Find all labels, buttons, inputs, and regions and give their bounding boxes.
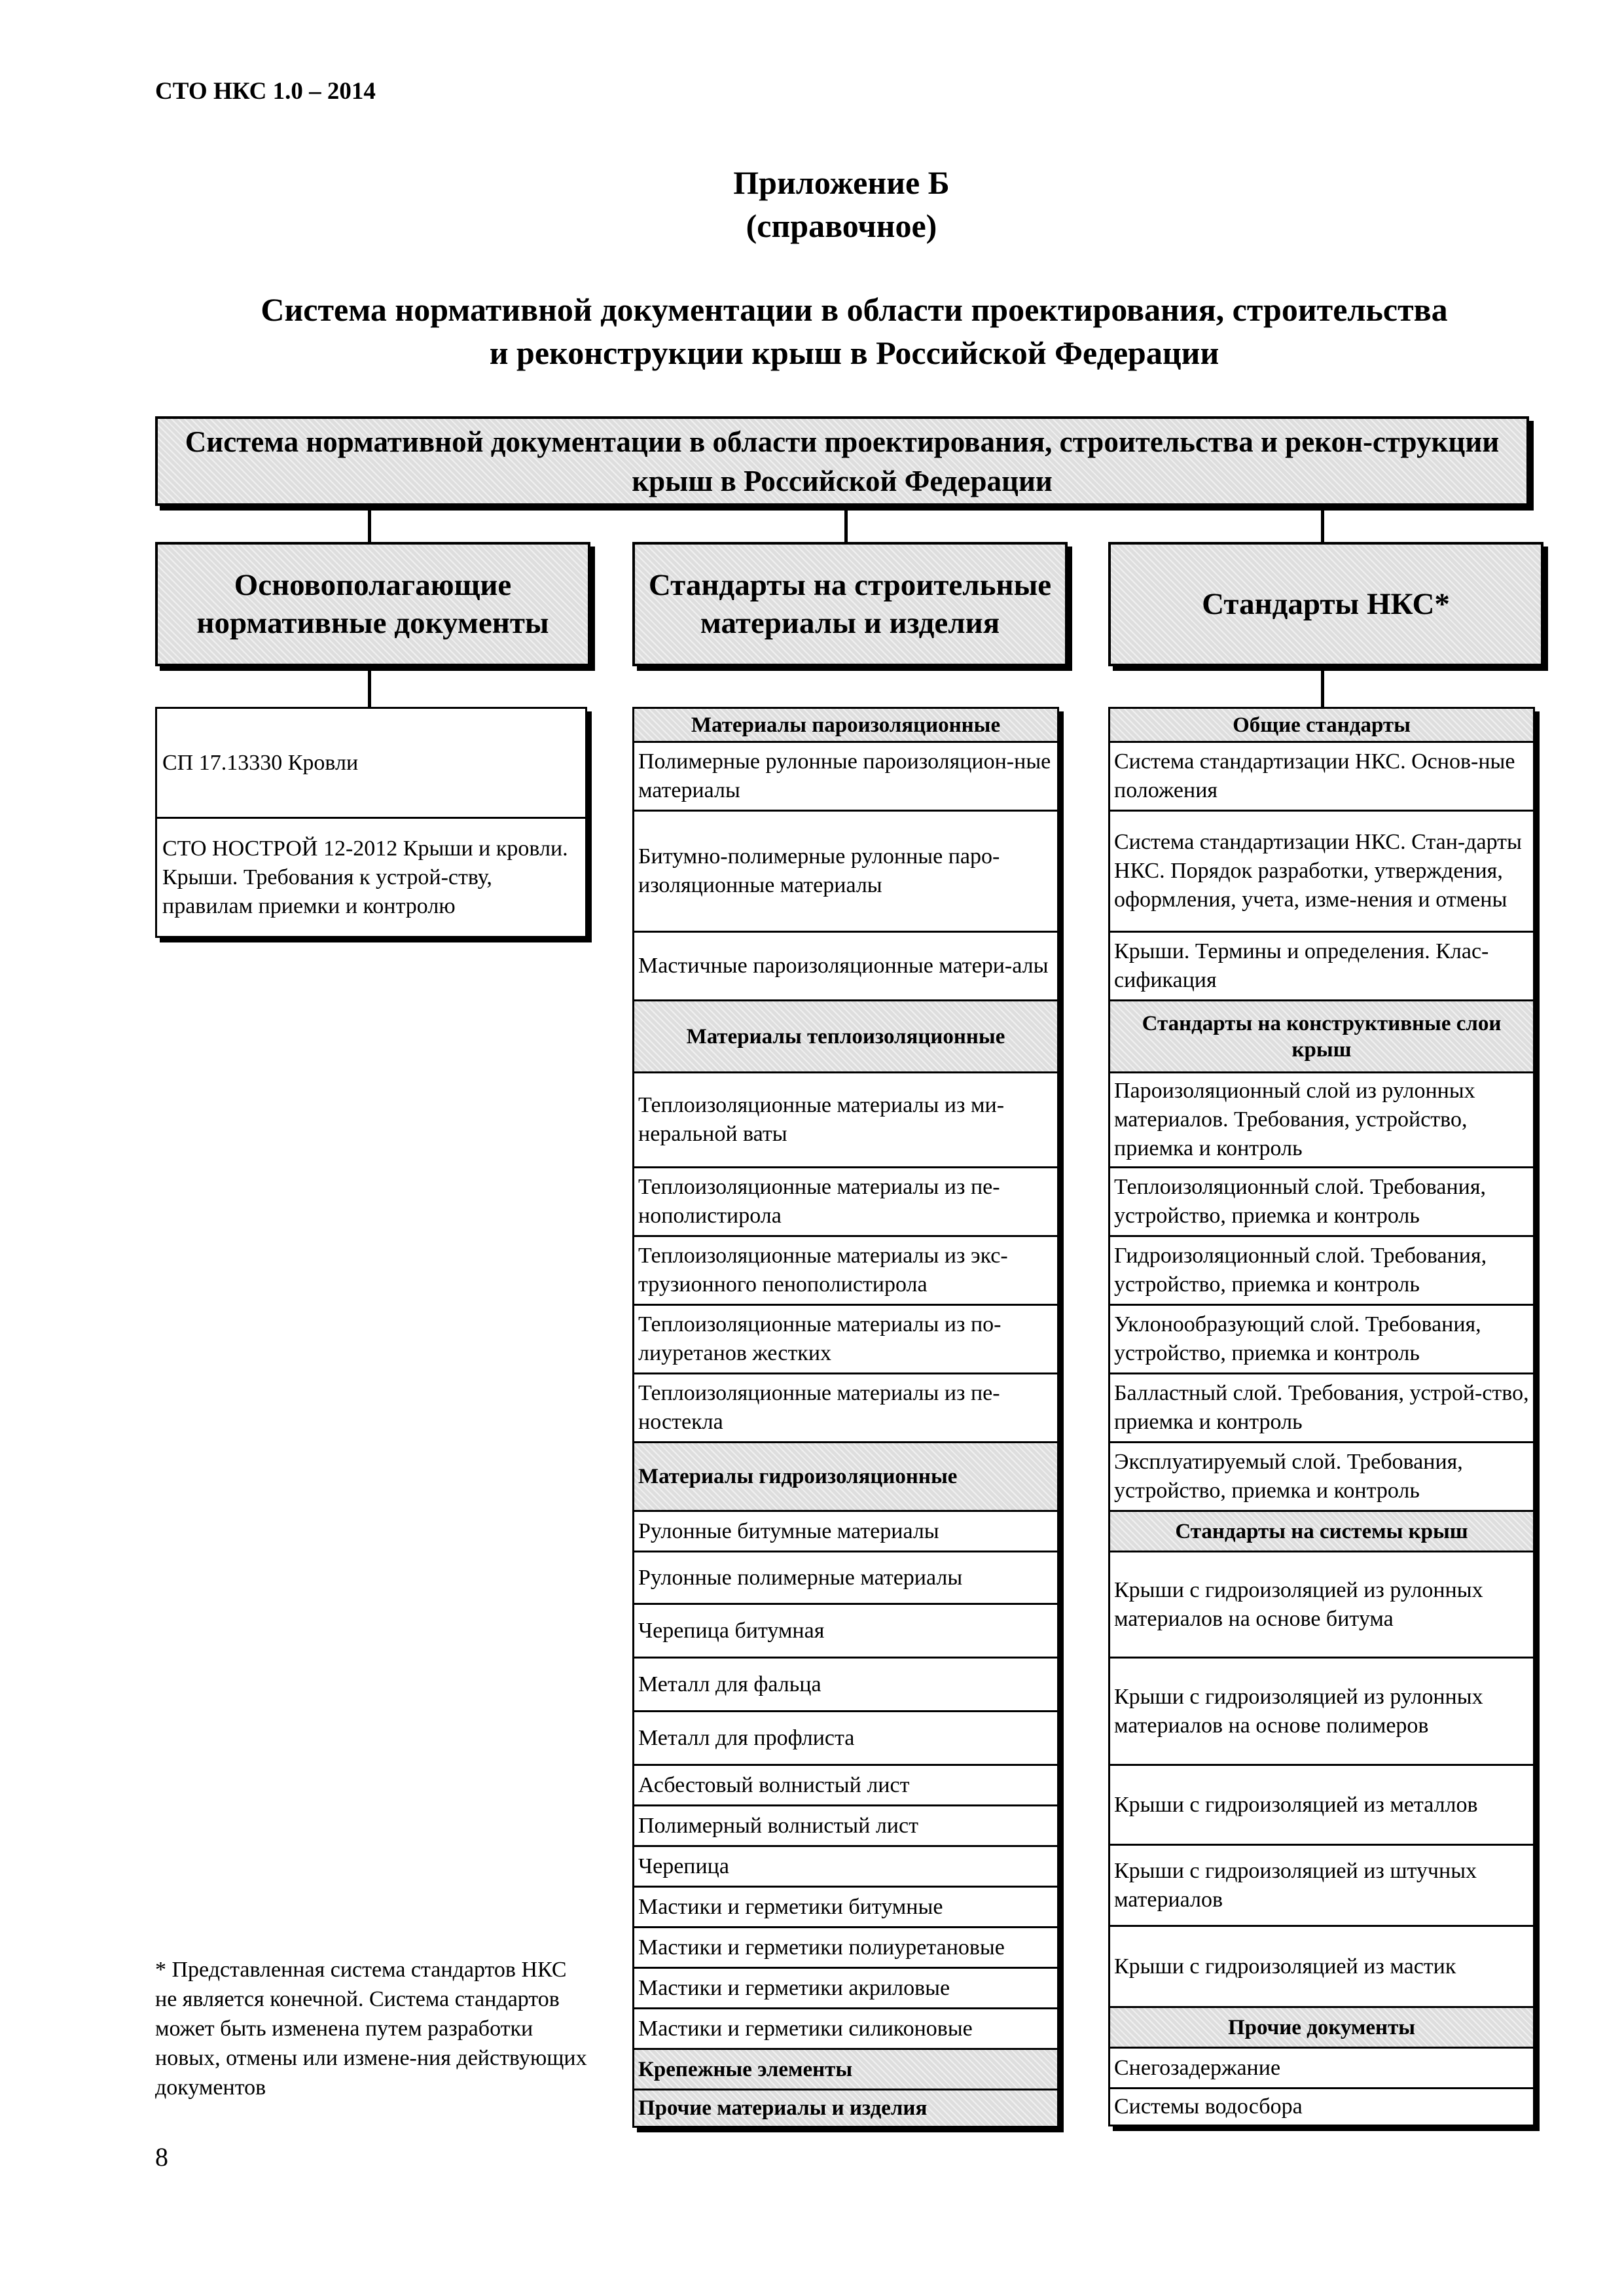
- list-item-label: Снегозадержание: [1114, 2055, 1281, 2080]
- list-item-label: Мастики и герметики полиуретановые: [638, 1935, 1005, 1960]
- list-item-label: СТО НОСТРОЙ 12-2012 Крыши и кровли. Крыши. Требования к устрой-ству, правилам приемки и контролю: [162, 836, 568, 918]
- section-header: [1108, 707, 1535, 741]
- column-header-fundamental-label: Основополагающие нормативные документы: [196, 568, 549, 640]
- connector-root-right: [1321, 506, 1324, 542]
- list-item-label: Балластный слой. Требования, устрой-ство, приемка и контроль: [1114, 1381, 1529, 1434]
- list-item: [1108, 1304, 1535, 1372]
- list-item: [1108, 1071, 1535, 1166]
- list-item-label: Система стандартизации НКС. Основ-ные положения: [1114, 749, 1515, 802]
- list-item: [1108, 1166, 1535, 1235]
- page-number: 8: [155, 2142, 168, 2172]
- section-header: [632, 999, 1059, 1071]
- list-item: [632, 2007, 1059, 2048]
- list-item: [155, 817, 587, 938]
- page-title: [151, 288, 1558, 374]
- section-header-label: Материалы гидроизоляционные: [638, 1465, 958, 1488]
- list-item-label: Теплоизоляционные материалы из экс-трузионного пенополистирола: [638, 1244, 1008, 1297]
- appendix-subtitle: (справочное): [746, 207, 937, 244]
- list-item-label: Металл для фальца: [638, 1672, 821, 1696]
- list-item: [632, 1845, 1059, 1886]
- column-header-nks-label: Стандарты НКС*: [1202, 587, 1450, 621]
- list-item-label: Мастики и герметики битумные: [638, 1894, 943, 1919]
- column-header-materials: [632, 542, 1068, 666]
- list-item: [632, 931, 1059, 999]
- list-item-label: Асбестовый волнистый лист: [638, 1772, 910, 1797]
- materials-standards-list: [632, 707, 1059, 2128]
- list-item-label: Крыши. Термины и определения. Клас-сификация: [1114, 939, 1489, 992]
- list-item: [1108, 2047, 1535, 2087]
- section-header: [1108, 1510, 1535, 1551]
- list-item: [1108, 1372, 1535, 1441]
- section-header-label: Прочие материалы и изделия: [638, 2096, 928, 2120]
- list-item: [632, 1657, 1059, 1710]
- connector-right-column: [1321, 666, 1324, 707]
- section-header: [632, 2048, 1059, 2089]
- fundamental-documents-list: [155, 707, 587, 938]
- list-item-label: Теплоизоляционные материалы из пе-ностекла: [638, 1381, 1000, 1434]
- list-item-label: Системы водосбора: [1114, 2094, 1303, 2119]
- list-item: [632, 1603, 1059, 1657]
- list-item: [632, 1166, 1059, 1235]
- list-item: [632, 1304, 1059, 1372]
- list-item: [632, 1804, 1059, 1845]
- list-item-label: Рулонные битумные материалы: [638, 1518, 939, 1543]
- list-item-label: Система стандартизации НКС. Стан-дарты НКС. Порядок разработки, утверждения, оформления, учета, изме-нения и отмены: [1114, 830, 1522, 912]
- list-item-label: Уклонообразующий слой. Требования, устройство, приемка и контроль: [1114, 1312, 1481, 1365]
- list-item: [1108, 1844, 1535, 1925]
- list-item-label: Пароизоляционный слой из рулонных материалов. Требования, устройство, приемка и контроль: [1114, 1079, 1475, 1160]
- list-item: [1108, 1441, 1535, 1510]
- list-item-label: Металл для профлиста: [638, 1725, 855, 1750]
- list-item: [1108, 1925, 1535, 2006]
- list-item: [1108, 2087, 1535, 2126]
- list-item: [1108, 741, 1535, 810]
- page-title-line-2: и реконструкции крыш в Российской Федерации: [489, 334, 1219, 371]
- section-header-label: Материалы теплоизоляционные: [686, 1024, 1005, 1049]
- list-item: [632, 810, 1059, 931]
- list-item: [1108, 1551, 1535, 1657]
- list-item: [632, 1551, 1059, 1603]
- list-item: [632, 1235, 1059, 1304]
- list-item: [155, 707, 587, 817]
- section-header-label: Стандарты на конструктивные слои крыш: [1142, 1011, 1502, 1062]
- column-header-fundamental: [155, 542, 590, 666]
- list-item: [632, 1886, 1059, 1926]
- list-item: [1108, 1235, 1535, 1304]
- diagram-root-label: Система нормативной документации в области проектирования, строительства и рекон-струкции крыш в Российской Федерации: [185, 425, 1500, 497]
- document-code: СТО НКС 1.0 – 2014: [155, 78, 376, 105]
- list-item-label: Крыши с гидроизоляцией из штучных материалов: [1114, 1858, 1477, 1912]
- list-item: [632, 1372, 1059, 1441]
- list-item-label: Полимерные рулонные пароизоляцион-ные материалы: [638, 749, 1051, 802]
- list-item-label: Битумно-полимерные рулонные паро-изоляционные материалы: [638, 844, 1000, 897]
- list-item: [632, 1071, 1059, 1166]
- section-header-label: Крепежные элементы: [638, 2057, 853, 2081]
- footnote: * Представленная система стандартов НКС не является конечной. Система стандартов может быть изменена путем разработки новых, отмены или измене-ния действующих документов: [155, 1958, 587, 2100]
- list-item: [632, 1764, 1059, 1804]
- list-item: [1108, 1657, 1535, 1764]
- list-item-label: Теплоизоляционные материалы из по-лиуретанов жестких: [638, 1312, 1001, 1365]
- list-item: [632, 741, 1059, 810]
- list-item-label: Крыши с гидроизоляцией из рулонных материалов на основе битума: [1114, 1577, 1483, 1631]
- section-header: [632, 1441, 1059, 1510]
- list-item-label: Черепица битумная: [638, 1618, 825, 1643]
- list-item-label: Теплоизоляционные материалы из пе-нополистирола: [638, 1175, 1000, 1228]
- list-item-label: Крыши с гидроизоляцией из металлов: [1114, 1792, 1478, 1817]
- connector-root-middle: [844, 506, 848, 542]
- list-item-label: Полимерный волнистый лист: [638, 1813, 918, 1838]
- column-header-nks: [1108, 542, 1543, 666]
- list-item-label: Рулонные полимерные материалы: [638, 1565, 963, 1590]
- list-item: [1108, 931, 1535, 999]
- section-header-label: Материалы пароизоляционные: [691, 713, 1001, 737]
- list-item-label: Эксплуатируемый слой. Требования, устройство, приемка и контроль: [1114, 1450, 1463, 1503]
- nks-standards-list: [1108, 707, 1535, 2126]
- list-item-label: СП 17.13330 Кровли: [162, 750, 359, 775]
- list-item-label: Мастики и герметики силиконовые: [638, 2016, 973, 2041]
- list-item-label: Крыши с гидроизоляцией из рулонных материалов на основе полимеров: [1114, 1684, 1483, 1738]
- list-item-label: Гидроизоляционный слой. Требования, устройство, приемка и контроль: [1114, 1244, 1487, 1297]
- list-item-label: Мастичные пароизоляционные матери-алы: [638, 954, 1049, 978]
- connector-root-left: [368, 506, 371, 542]
- list-item-label: Крыши с гидроизоляцией из мастик: [1114, 1954, 1456, 1979]
- section-header: [1108, 999, 1535, 1071]
- list-item: [1108, 810, 1535, 931]
- appendix-heading: [0, 161, 1624, 247]
- list-item-label: Теплоизоляционный слой. Требования, устройство, приемка и контроль: [1114, 1175, 1486, 1228]
- section-header-label: Прочие документы: [1227, 2015, 1416, 2039]
- diagram-root-box: [155, 416, 1529, 506]
- list-item: [632, 1967, 1059, 2007]
- section-header-label: Общие стандарты: [1233, 713, 1411, 737]
- section-header: [632, 2089, 1059, 2128]
- list-item: [632, 1926, 1059, 1967]
- connector-left-column: [368, 666, 371, 707]
- section-header: [1108, 2006, 1535, 2047]
- list-item: [1108, 1764, 1535, 1844]
- section-header-label: Стандарты на системы крыш: [1175, 1519, 1468, 1543]
- appendix-title: Приложение Б: [733, 164, 950, 201]
- list-item-label: Черепица: [638, 1854, 729, 1878]
- list-item-label: Теплоизоляционные материалы из ми-неральной ваты: [638, 1093, 1005, 1146]
- column-header-materials-label: Стандарты на строительные материалы и изделия: [648, 568, 1052, 640]
- section-header: [632, 707, 1059, 741]
- page-title-line-1: Система нормативной документации в области проектирования, строительства: [261, 291, 1448, 328]
- list-item: [632, 1510, 1059, 1551]
- list-item-label: Мастики и герметики акриловые: [638, 1975, 950, 2000]
- list-item: [632, 1710, 1059, 1764]
